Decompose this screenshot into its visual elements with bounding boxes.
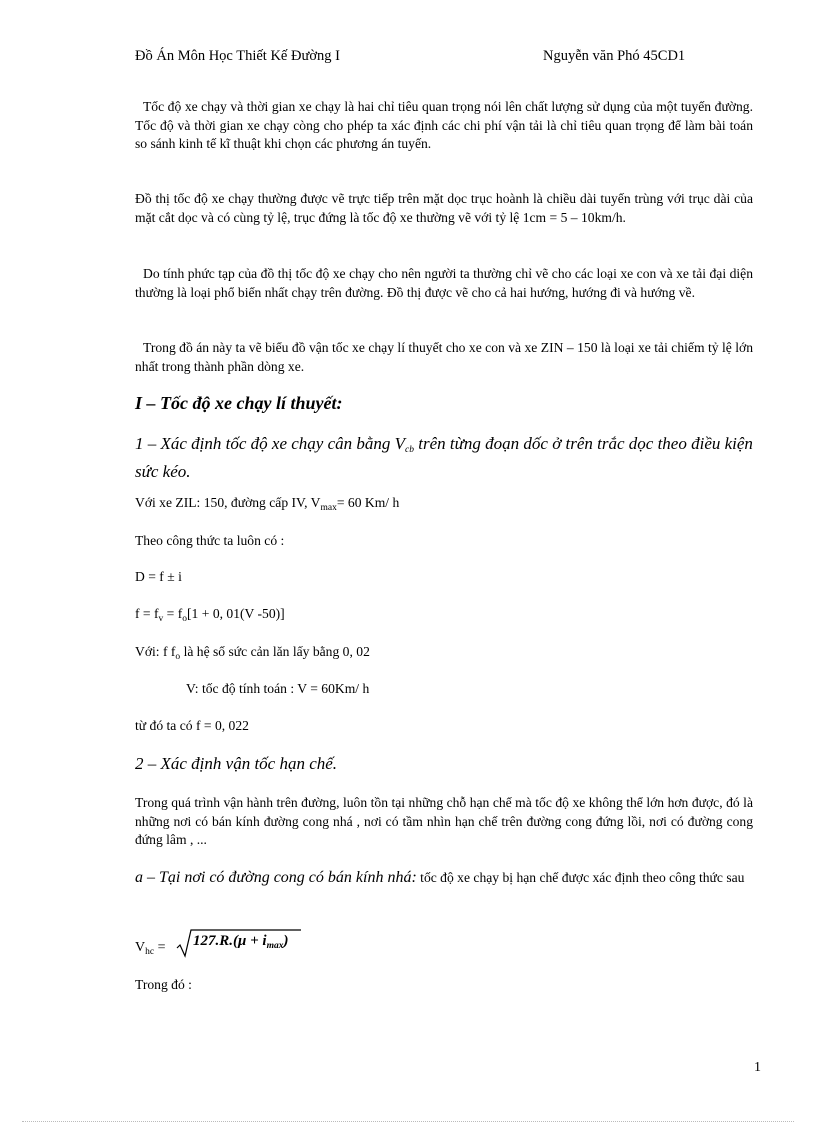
- heading-1-post: trên từng đoạn dốc ở trên trắc dọc theo điều kiện sức kéo.: [135, 434, 753, 481]
- formula-rad-b: ): [283, 933, 289, 949]
- formula-eq: =: [154, 940, 166, 955]
- heading-1: [135, 433, 755, 483]
- page-bottom-divider: [22, 1121, 794, 1122]
- formula-radicand: [193, 933, 288, 951]
- formula-rad-sub: max: [266, 941, 284, 951]
- line-zil: [135, 494, 399, 518]
- paragraph-4: Trong đồ án này ta vẽ biểu đồ vận tốc xe chạy lí thuyết cho xe con và xe ZIN – 150 là loại xe tải chiếm tỷ lệ lớn nhất trong thành phần dòng xe.: [135, 340, 753, 374]
- line-theo: Theo công thức ta luôn có :: [135, 533, 285, 548]
- line-voi-b: là hệ số sức cản lăn lấy bằng 0, 02: [180, 644, 370, 659]
- formula-lhs-v: V: [135, 940, 146, 955]
- line-zil-sub: max: [320, 503, 337, 513]
- line-f-sub1: v: [158, 614, 164, 624]
- heading-1-sub: cb: [405, 445, 415, 455]
- line-f-c: [1 + 0, 01(V -50)]: [187, 606, 285, 621]
- line-zil-post: = 60 Km/ h: [336, 495, 400, 510]
- paragraph-3: Do tính phức tạp của đồ thị tốc độ xe chạy cho nên người ta thường chỉ vẽ cho các loại xe con và xe tải đại diện thường là loại phổ biến nhất chạy trên đường. Đồ thị được vẽ cho cả hai hướng, hướng đi và hướng về.: [135, 266, 753, 300]
- line-f-sub2: o: [182, 614, 188, 624]
- heading-a: [135, 869, 753, 888]
- line-D: D = f ± i: [135, 569, 182, 584]
- paragraph-2: Đồ thị tốc độ xe chạy thường được vẽ trực tiếp trên mặt dọc trục hoành là chiều dài tuyến trùng với trục dài của mặt cắt dọc và có cùng tỷ lệ, trục đứng là tốc độ xe thường vẽ với tỷ lệ 1cm = 5 – 10km/h.: [135, 191, 753, 225]
- line-voi-sub: o: [175, 652, 181, 662]
- formula-lhs-sub: hc: [145, 947, 155, 957]
- line-f-b: = f: [163, 606, 183, 621]
- heading-2: 2 – Xác định vận tốc hạn chế.: [135, 754, 338, 773]
- heading-a-rest: tốc độ xe chạy bị hạn chế được xác định theo công thức sau: [416, 870, 745, 885]
- line-tu: từ đó ta có f = 0, 022: [135, 718, 249, 733]
- paragraph-5: Trong quá trình vận hành trên đường, luôn tồn tại những chỗ hạn chế mà tốc độ xe không thể lớn hơn được, đó là những nơi có bán kính đường cong nhá , nơi có tầm nhìn hạn chế trên đường cong đứng lồi, nơi có đường cong đứng lâm , ...: [135, 795, 753, 847]
- formula-lhs: [135, 940, 166, 957]
- heading-1-pre: 1 – Xác định tốc độ xe chạy cân bằng V: [135, 434, 406, 453]
- heading-section-I: I – Tốc độ xe chạy lí thuyết:: [135, 393, 343, 413]
- heading-a-italic: a – Tại nơi có đường cong có bán kính nhá:: [135, 869, 417, 886]
- line-voi-a: Với: f f: [135, 644, 176, 659]
- page-number: 1: [754, 1060, 761, 1075]
- line-f: [135, 605, 285, 629]
- header-right: Nguyễn văn Phó 45CD1: [543, 48, 686, 64]
- line-trong-do: Trong đó :: [135, 977, 192, 992]
- line-f-a: f = f: [135, 606, 159, 621]
- paragraph-1: Tốc độ xe chạy và thời gian xe chạy là hai chỉ tiêu quan trọng nói lên chất lượng sử dụng của một tuyến đường. Tốc độ và thời gian xe chạy còng cho phép ta xác định các chi phí vận tải là chỉ tiêu quan trọng để làm bài toán so sánh kinh tế kĩ thuật khi chọn các phương án tuyến.: [135, 99, 753, 151]
- header-left: Đồ Án Môn Học Thiết Kế Đường I: [135, 48, 340, 64]
- line-zil-pre: Với xe ZIL: 150, đường cấp IV, V: [135, 495, 321, 510]
- line-V: V: tốc độ tính toán : V = 60Km/ h: [186, 681, 370, 696]
- line-voi: [135, 643, 370, 667]
- formula-rad-a: 127.R.(μ + i: [193, 933, 267, 949]
